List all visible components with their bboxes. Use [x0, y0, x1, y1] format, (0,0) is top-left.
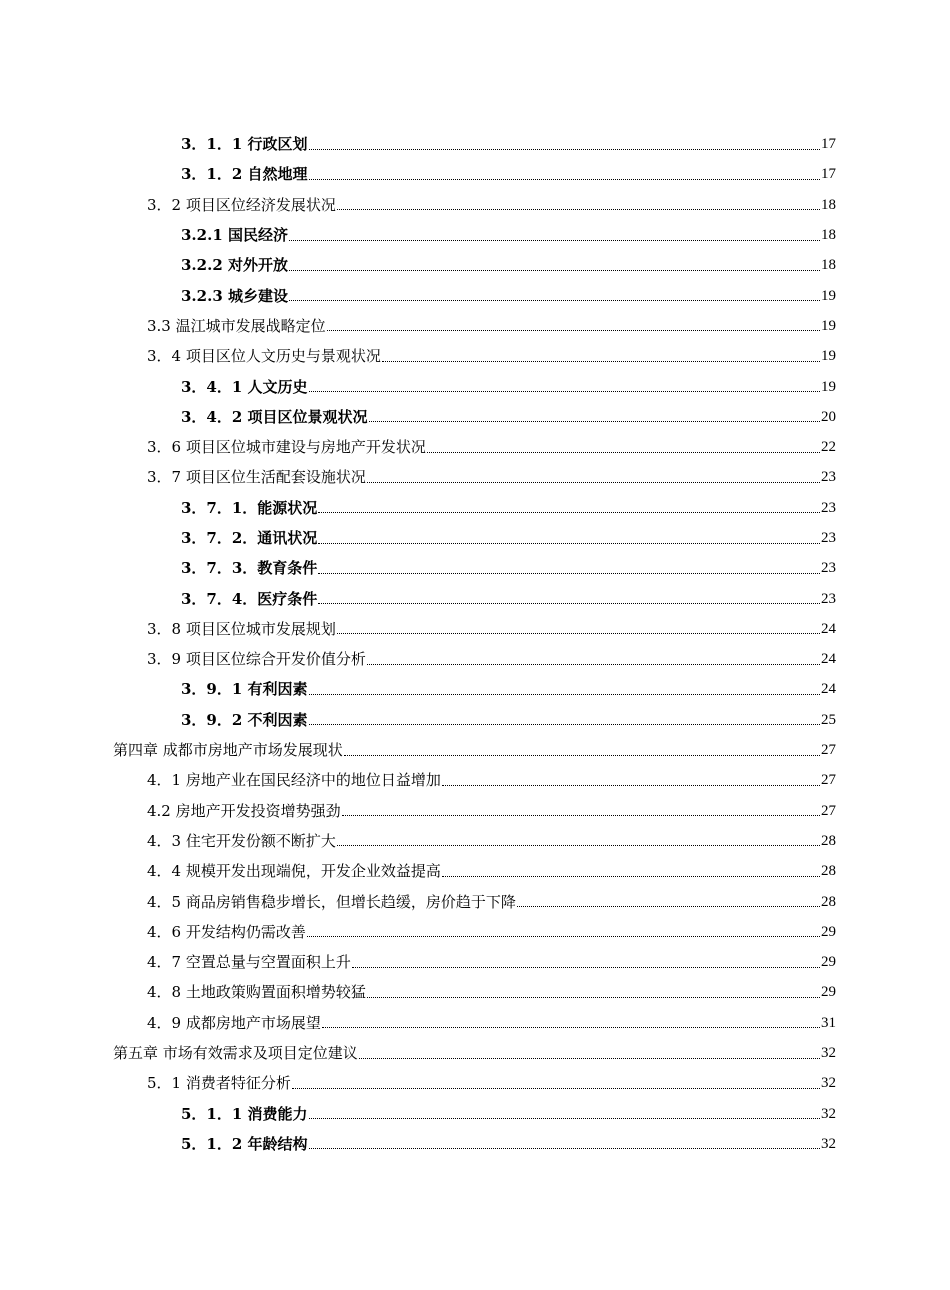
toc-entry-title: 3．4 项目区位人文历史与景观状况 [147, 347, 381, 366]
dot-leader [369, 421, 820, 422]
toc-entry[interactable] [0, 796, 950, 826]
toc-entry[interactable] [0, 644, 950, 674]
toc-entry-page-number: 32 [821, 1105, 836, 1122]
dot-leader [289, 240, 820, 241]
toc-entry-page-number: 23 [821, 499, 836, 516]
toc-entry[interactable] [0, 159, 950, 189]
toc-entry-page-number: 19 [821, 378, 836, 395]
toc-entry-page-number: 32 [821, 1045, 836, 1062]
toc-entry[interactable] [0, 1008, 950, 1038]
dot-leader [318, 543, 820, 544]
toc-entry-title: 3．2 项目区位经济发展状况 [147, 195, 336, 214]
toc-entry-page-number: 22 [821, 439, 836, 456]
toc-entry-title: 3．7．4．医疗条件 [181, 589, 318, 608]
toc-entry[interactable] [0, 1038, 950, 1068]
toc-entry-page-number: 27 [821, 772, 836, 789]
toc-entry-title: 3．1．1 行政区划 [181, 135, 308, 154]
dot-leader [342, 815, 820, 816]
dot-leader [289, 300, 820, 301]
toc-entry-title: 第四章 成都市房地产市场发展现状 [113, 741, 343, 760]
dot-leader [327, 330, 820, 331]
toc-entry-title: 3．6 项目区位城市建设与房地产开发状况 [147, 438, 426, 457]
toc-entry-page-number: 17 [821, 166, 836, 183]
dot-leader [367, 997, 820, 998]
toc-entry[interactable] [0, 1099, 950, 1129]
dot-leader [309, 179, 820, 180]
toc-entry-page-number: 18 [821, 257, 836, 274]
toc-entry[interactable] [0, 432, 950, 462]
toc-entry[interactable] [0, 856, 950, 886]
toc-entry-title: 3．9．1 有利因素 [181, 680, 308, 699]
toc-entry-page-number: 32 [821, 1135, 836, 1152]
toc-entry-title: 3．9．2 不利因素 [181, 710, 308, 729]
toc-entry-page-number: 29 [821, 923, 836, 940]
toc-entry-page-number: 27 [821, 802, 836, 819]
toc-entry[interactable] [0, 1068, 950, 1098]
toc-entry[interactable] [0, 523, 950, 553]
toc-entry-page-number: 27 [821, 742, 836, 759]
toc-entry-title: 3．7．3．教育条件 [181, 559, 318, 578]
toc-entry[interactable] [0, 341, 950, 371]
dot-leader [309, 1118, 820, 1119]
dot-leader [367, 482, 820, 483]
toc-entry-page-number: 24 [821, 651, 836, 668]
dot-leader [289, 270, 820, 271]
toc-entry-page-number: 28 [821, 863, 836, 880]
toc-entry-title: 3．8 项目区位城市发展规划 [147, 619, 336, 638]
toc-entry[interactable] [0, 583, 950, 613]
dot-leader [309, 149, 820, 150]
toc-entry[interactable] [0, 493, 950, 523]
toc-entry-title: 5．1．1 消费能力 [181, 1104, 308, 1123]
dot-leader [307, 936, 820, 937]
toc-entry-title: 5．1 消费者特征分析 [147, 1074, 291, 1093]
toc-entry[interactable] [0, 977, 950, 1007]
toc-entry-title: 4．6 开发结构仍需改善 [147, 922, 306, 941]
dot-leader [322, 1027, 820, 1028]
toc-entry-title: 3.2.3 城乡建设 [181, 286, 288, 305]
toc-entry-page-number: 28 [821, 832, 836, 849]
toc-entry-page-number: 19 [821, 317, 836, 334]
toc-entry-title: 3．4．2 项目区位景观状况 [181, 407, 368, 426]
toc-entry-title: 3.2.2 对外开放 [181, 256, 288, 275]
toc-entry[interactable] [0, 735, 950, 765]
dot-leader [517, 906, 820, 907]
dot-leader [427, 452, 820, 453]
dot-leader [337, 633, 820, 634]
toc-entry-title: 4．1 房地产业在国民经济中的地位日益增加 [147, 771, 441, 790]
toc-entry[interactable] [0, 190, 950, 220]
toc-entry-page-number: 20 [821, 408, 836, 425]
dot-leader [344, 755, 820, 756]
toc-entry-page-number: 24 [821, 620, 836, 637]
toc-entry-page-number: 23 [821, 590, 836, 607]
toc-entry[interactable] [0, 402, 950, 432]
dot-leader [337, 845, 820, 846]
toc-entry[interactable] [0, 705, 950, 735]
toc-entry-page-number: 25 [821, 711, 836, 728]
toc-entry-title: 3．4．1 人文历史 [181, 377, 308, 396]
toc-entry[interactable] [0, 614, 950, 644]
toc-entry-title: 3．7．2．通讯状况 [181, 529, 318, 547]
toc-entry[interactable] [0, 311, 950, 341]
toc-entry[interactable] [0, 371, 950, 401]
toc-entry-title: 4．8 土地政策购置面积增势较猛 [147, 983, 366, 1002]
toc-entry-page-number: 28 [821, 893, 836, 910]
toc-entry-title: 5．1．2 年龄结构 [181, 1134, 308, 1153]
toc-entry-title: 3．1．2 自然地理 [181, 165, 308, 184]
toc-entry-page-number: 23 [821, 560, 836, 577]
toc-entry[interactable] [0, 553, 950, 583]
toc-entry-page-number: 23 [821, 530, 836, 546]
dot-leader [337, 209, 820, 210]
dot-leader [352, 967, 820, 968]
toc-entry-page-number: 23 [821, 469, 836, 486]
dot-leader [309, 724, 820, 725]
toc-entry-title: 4．9 成都房地产市场展望 [147, 1013, 321, 1032]
toc-entry[interactable] [0, 826, 950, 856]
toc-entry-page-number: 18 [821, 227, 836, 244]
dot-leader [367, 664, 820, 665]
toc-entry-page-number: 19 [821, 348, 836, 365]
dot-leader [292, 1088, 820, 1089]
toc-entry-title: 3．9 项目区位综合开发价值分析 [147, 650, 366, 669]
toc-entry[interactable] [0, 886, 950, 916]
toc-entry-title: 4．5 商品房销售稳步增长，但增长趋缓，房价趋于下降 [147, 892, 516, 911]
dot-leader [309, 694, 820, 695]
toc-entry-title: 3．7．1．能源状况 [181, 498, 318, 517]
toc-entry-title: 4．4 规模开发出现端倪，开发企业效益提高 [147, 862, 441, 881]
toc-entry[interactable] [0, 129, 950, 159]
toc-entry[interactable] [0, 250, 950, 280]
toc-entry[interactable] [0, 674, 950, 704]
toc-entry-title: 3.2.1 国民经济 [181, 226, 288, 245]
toc-entry[interactable] [0, 947, 950, 977]
toc-entry-page-number: 32 [821, 1075, 836, 1092]
toc-entry-page-number: 29 [821, 984, 836, 1001]
dot-leader [309, 391, 820, 392]
toc-entry-page-number: 24 [821, 681, 836, 698]
toc-entry[interactable] [0, 280, 950, 310]
toc-entry[interactable] [0, 765, 950, 795]
dot-leader [359, 1058, 820, 1059]
toc-entry-title: 第五章 市场有效需求及项目定位建议 [113, 1044, 358, 1063]
toc-entry-page-number: 18 [821, 196, 836, 213]
toc-entry-title: 4.2 房地产开发投资增势强劲 [147, 801, 341, 820]
toc-entry-page-number: 17 [821, 136, 836, 153]
toc-entry[interactable] [0, 917, 950, 947]
toc-entry-title: 3.3 温江城市发展战略定位 [147, 316, 326, 335]
toc-entry-title: 3．7 项目区位生活配套设施状况 [147, 468, 366, 487]
toc-entry-title: 4．7 空置总量与空置面积上升 [147, 953, 351, 972]
toc-entry[interactable] [0, 462, 950, 492]
dot-leader [318, 512, 820, 513]
table-of-contents [0, 129, 950, 1159]
dot-leader [442, 785, 820, 786]
toc-entry-page-number: 31 [821, 1014, 836, 1031]
toc-entry-title: 4．3 住宅开发份额不断扩大 [147, 831, 336, 850]
toc-entry-page-number: 19 [821, 287, 836, 304]
dot-leader [442, 876, 820, 877]
toc-entry[interactable] [0, 220, 950, 250]
dot-leader [309, 1148, 820, 1149]
dot-leader [318, 603, 820, 604]
dot-leader [318, 573, 820, 574]
toc-entry-page-number: 29 [821, 954, 836, 971]
toc-entry[interactable] [0, 1129, 950, 1159]
dot-leader [382, 361, 820, 362]
